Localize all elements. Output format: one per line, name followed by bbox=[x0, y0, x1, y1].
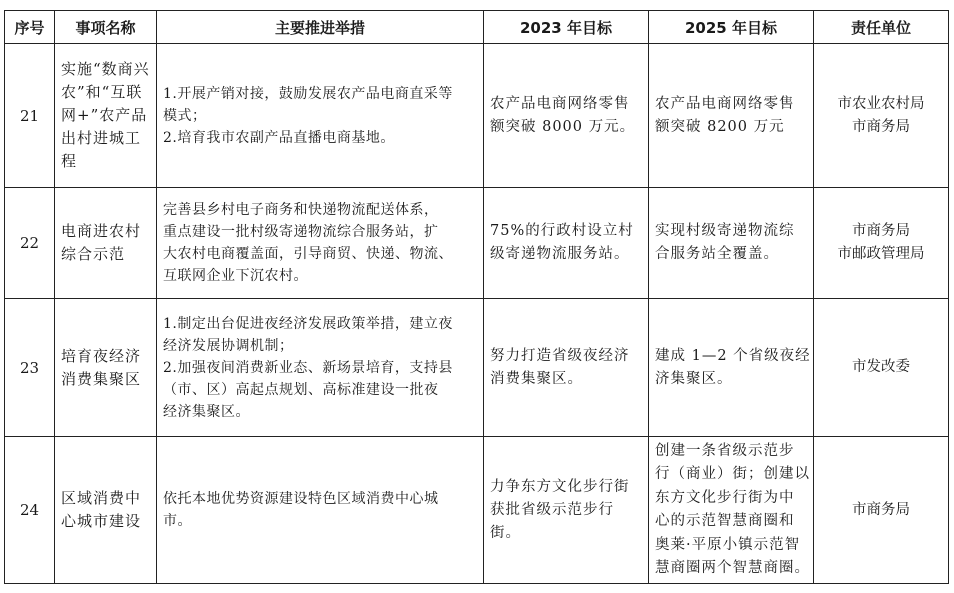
text-line: 网+”农产品 bbox=[61, 106, 148, 124]
seq-cell: 24 bbox=[5, 437, 55, 584]
header-seq: 序号 bbox=[5, 11, 55, 44]
text-line: 大农村电商覆盖面，引导商贸、快递、物流、 bbox=[163, 246, 453, 262]
measures-cell bbox=[157, 299, 484, 437]
text-line: 区域消费中 bbox=[61, 489, 142, 507]
table-row bbox=[5, 44, 949, 188]
text-line: 合服务站全覆盖。 bbox=[655, 246, 779, 262]
text-line: 心城市建设 bbox=[61, 512, 142, 530]
text-line: 消费集聚区。 bbox=[490, 370, 583, 387]
measures-cell bbox=[157, 188, 484, 299]
text-line: 心的示范智慧商圈和 bbox=[655, 513, 795, 529]
text-line: 经济发展协调机制； bbox=[163, 337, 294, 354]
goal-2025-cell bbox=[649, 188, 814, 299]
header-measures: 主要推进举措 bbox=[157, 11, 484, 44]
responsible-unit-cell bbox=[814, 437, 949, 584]
text-line: 电商进农村 bbox=[61, 222, 142, 240]
text-line: 市邮政管理局 bbox=[837, 246, 925, 262]
measures-cell bbox=[157, 437, 484, 584]
item-name-cell bbox=[55, 188, 157, 299]
text-line: 实现村级寄递物流综 bbox=[655, 223, 795, 239]
text-line: 行（商业）街；创建以 bbox=[655, 466, 810, 482]
goal-2025-cell bbox=[649, 437, 814, 584]
plan-table bbox=[4, 10, 949, 584]
text-line: 市。 bbox=[163, 513, 192, 529]
text-line: 努力打造省级夜经济 bbox=[490, 347, 630, 364]
text-line: 1.开展产销对接，鼓励发展农产品电商直采等 bbox=[163, 85, 453, 102]
text-line: 1.制定出台促进夜经济发展政策举措，建立夜 bbox=[163, 315, 453, 332]
text-line: 市商务局 bbox=[852, 223, 910, 239]
text-line: 农”和“互联 bbox=[61, 83, 143, 101]
text-line: 济集聚区。 bbox=[655, 370, 733, 387]
header-row bbox=[5, 11, 949, 44]
header-goal-2025: 2025 年目标 bbox=[649, 11, 814, 44]
header-responsible-unit: 责任单位 bbox=[814, 11, 949, 44]
text-line: 2.加强夜间消费新业态、新场景培育，支持县 bbox=[163, 359, 453, 376]
text-line: 75%的行政村设立村 bbox=[490, 223, 634, 239]
item-name-cell bbox=[55, 437, 157, 584]
header-item-name: 事项名称 bbox=[55, 11, 157, 44]
text-line: 慧商圈两个智慧商圈。 bbox=[655, 560, 810, 576]
text-line: 程 bbox=[61, 152, 78, 170]
text-line: 实施“数商兴 bbox=[61, 60, 150, 78]
text-line: 模式； bbox=[163, 107, 207, 124]
text-line: 完善县乡村电子商务和快递物流配送体系， bbox=[163, 202, 439, 218]
text-line: 培育夜经济 bbox=[61, 346, 142, 365]
table-row bbox=[5, 299, 949, 437]
goal-2023-cell bbox=[484, 44, 649, 188]
text-line: 农产品电商网络零售 bbox=[655, 95, 795, 112]
text-line: 农产品电商网络零售 bbox=[490, 95, 630, 112]
text-line: 力争东方文化步行街 bbox=[490, 478, 630, 495]
text-line: 获批省级示范步行 bbox=[490, 501, 614, 518]
responsible-unit-cell bbox=[814, 299, 949, 437]
text-line: 消费集聚区 bbox=[61, 369, 142, 388]
text-line: 出村进城工 bbox=[61, 129, 142, 147]
text-line: 市商务局 bbox=[852, 118, 910, 135]
text-line: 重点建设一批村级寄递物流综合服务站，扩 bbox=[163, 224, 439, 240]
text-line: 市农业农村局 bbox=[837, 95, 925, 112]
text-line: 市发改委 bbox=[852, 359, 910, 375]
text-line: 综合示范 bbox=[61, 245, 126, 263]
text-line: 额突破 8200 万元 bbox=[655, 118, 785, 135]
seq-cell: 21 bbox=[5, 44, 55, 188]
text-line: 级寄递物流服务站。 bbox=[490, 246, 630, 262]
text-line: （市、区）高起点规划、高标准建设一批夜 bbox=[163, 381, 439, 398]
goal-2025-cell bbox=[649, 44, 814, 188]
responsible-unit-cell bbox=[814, 44, 949, 188]
seq-cell: 23 bbox=[5, 299, 55, 437]
measures-cell bbox=[157, 44, 484, 188]
table-row bbox=[5, 437, 949, 584]
goal-2023-cell bbox=[484, 188, 649, 299]
header-goal-2023: 2023 年目标 bbox=[484, 11, 649, 44]
text-line: 奥莱·平原小镇示范智 bbox=[655, 536, 801, 553]
text-line: 经济集聚区。 bbox=[163, 403, 250, 420]
text-line: 额突破 8000 万元。 bbox=[490, 118, 636, 135]
goal-2025-cell bbox=[649, 299, 814, 437]
responsible-unit-cell bbox=[814, 188, 949, 299]
text-line: 东方文化步行街为中 bbox=[655, 489, 795, 506]
text-line: 依托本地优势资源建设特色区域消费中心城 bbox=[163, 491, 439, 507]
item-name-cell bbox=[55, 299, 157, 437]
goal-2023-cell bbox=[484, 299, 649, 437]
item-name-cell bbox=[55, 44, 157, 188]
text-line: 2.培育我市农副产品直播电商基地。 bbox=[163, 129, 395, 146]
text-line: 建成 1—2 个省级夜经 bbox=[655, 347, 811, 364]
table-row bbox=[5, 188, 949, 299]
seq-cell: 22 bbox=[5, 188, 55, 299]
text-line: 市商务局 bbox=[852, 501, 910, 518]
text-line: 创建一条省级示范步 bbox=[655, 442, 795, 459]
goal-2023-cell bbox=[484, 437, 649, 584]
text-line: 街。 bbox=[490, 524, 521, 541]
text-line: 互联网企业下沉农村。 bbox=[163, 268, 308, 284]
